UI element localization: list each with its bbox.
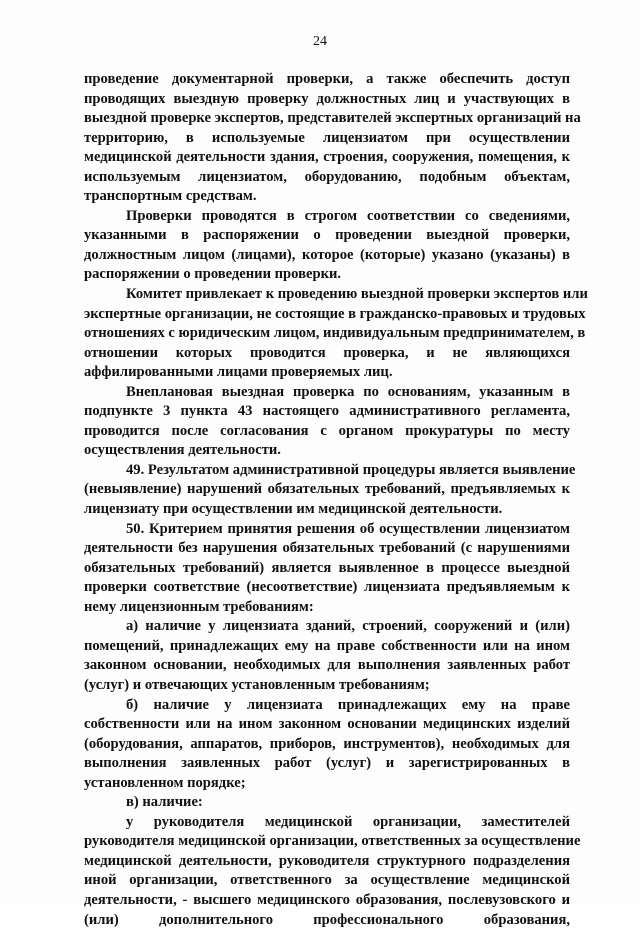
text-line: медицинской деятельности здания, строения, сооружения, помещения, к [84, 149, 570, 166]
text-line: 49. Результатом административной процедуры является выявление [126, 461, 576, 478]
text-line: транспортным средствам. [84, 188, 257, 205]
text-line: выполнения заявленных работ (услуг) и зарегистрированных в [84, 755, 570, 772]
text-line: подпункте 3 пункта 43 настоящего административного регламента, [84, 403, 570, 420]
text-line: используемым лицензиатом, оборудованию, подобным объектам, [84, 168, 570, 185]
text-line: деятельности без нарушения обязательных требований (с нарушениями [84, 540, 570, 557]
text-line: Комитет привлекает к проведению выездной проверки экспертов или [126, 286, 588, 303]
text-line: у руководителя медицинской организации, заместителей [126, 813, 570, 830]
text-line: указанными в распоряжении о проведении выездной проверки, [84, 227, 570, 244]
text-line: помещений, принадлежащих ему на праве собственности или на ином [84, 637, 570, 654]
text-line: отношениях с юридическим лицом, индивидуальным предпринимателем, в [84, 325, 586, 342]
text-line: проводится после согласования с органом прокуратуры по месту [84, 422, 570, 439]
text-line: Проверки проводятся в строгом соответствии со сведениями, [126, 207, 570, 224]
text-line: собственности или на ином законном основании медицинских изделий [84, 716, 570, 733]
page-number: 24 [313, 34, 327, 49]
text-line: (невыявление) нарушений обязательных требований, предъявляемых к [84, 481, 570, 498]
text-line: (оборудования, аппаратов, приборов, инструментов), необходимых для [84, 735, 570, 752]
text-line: проводящих выездную проверку должностных лиц и участвующих в [84, 90, 570, 107]
text-line: законном основании, необходимых для выполнения заявленных работ [84, 657, 570, 674]
text-line: распоряжении о проведении проверки. [84, 266, 342, 283]
text-line: медицинской деятельности, руководителя структурного подразделения [84, 852, 570, 869]
text-line: территорию, в используемые лицензиатом при осуществлении [84, 129, 570, 146]
text-line: деятельности, - высшего медицинского образования, послевузовского и [84, 891, 570, 908]
text-line: проверки соответствие (несоответствие) лицензиата предъявляемым к [84, 579, 570, 596]
text-line: выездной проверке экспертов, представителей экспертных организаций на [84, 110, 581, 127]
text-line: б) наличие у лицензиата принадлежащих ему на праве [126, 696, 570, 713]
text-line: Внеплановая выездная проверка по основаниям, указанным в [126, 383, 570, 400]
text-line: нему лицензионным требованиям: [84, 598, 314, 615]
text-line: отношении которых проводится проверка, и не являющихся [84, 344, 570, 361]
text-line: 50. Критерием принятия решения об осуществлении лицензиатом [126, 520, 570, 537]
text-line: а) наличие у лицензиата зданий, строений, сооружений и (или) [126, 618, 570, 635]
text-line: руководителя медицинской организации, ответственных за осуществление [84, 833, 581, 850]
text-line: (или) дополнительного профессионального образования, [84, 911, 570, 928]
text-line: обязательных требований) является выявленное в процессе выездной [84, 559, 570, 576]
text-line: лицензиату при осуществлении им медицинской деятельности. [84, 501, 503, 518]
text-line: установленном порядке; [84, 774, 246, 791]
text-line: осуществления деятельности. [84, 442, 281, 459]
text-line: (услуг) и отвечающих установленным требованиям; [84, 676, 430, 693]
text-line: проведение документарной проверки, а также обеспечить доступ [84, 71, 570, 87]
text-line: аффилированными лицами проверяемых лиц. [84, 364, 393, 381]
text-line: в) наличие: [126, 794, 203, 811]
body-text [84, 70, 588, 930]
text-line: экспертные организации, не состоящие в гражданско-правовых и трудовых [84, 305, 586, 322]
text-line: иной организации, ответственного за осуществление медицинской [84, 872, 570, 889]
text-line: должностным лицом (лицами), которое (которые) указано (указаны) в [84, 246, 570, 263]
